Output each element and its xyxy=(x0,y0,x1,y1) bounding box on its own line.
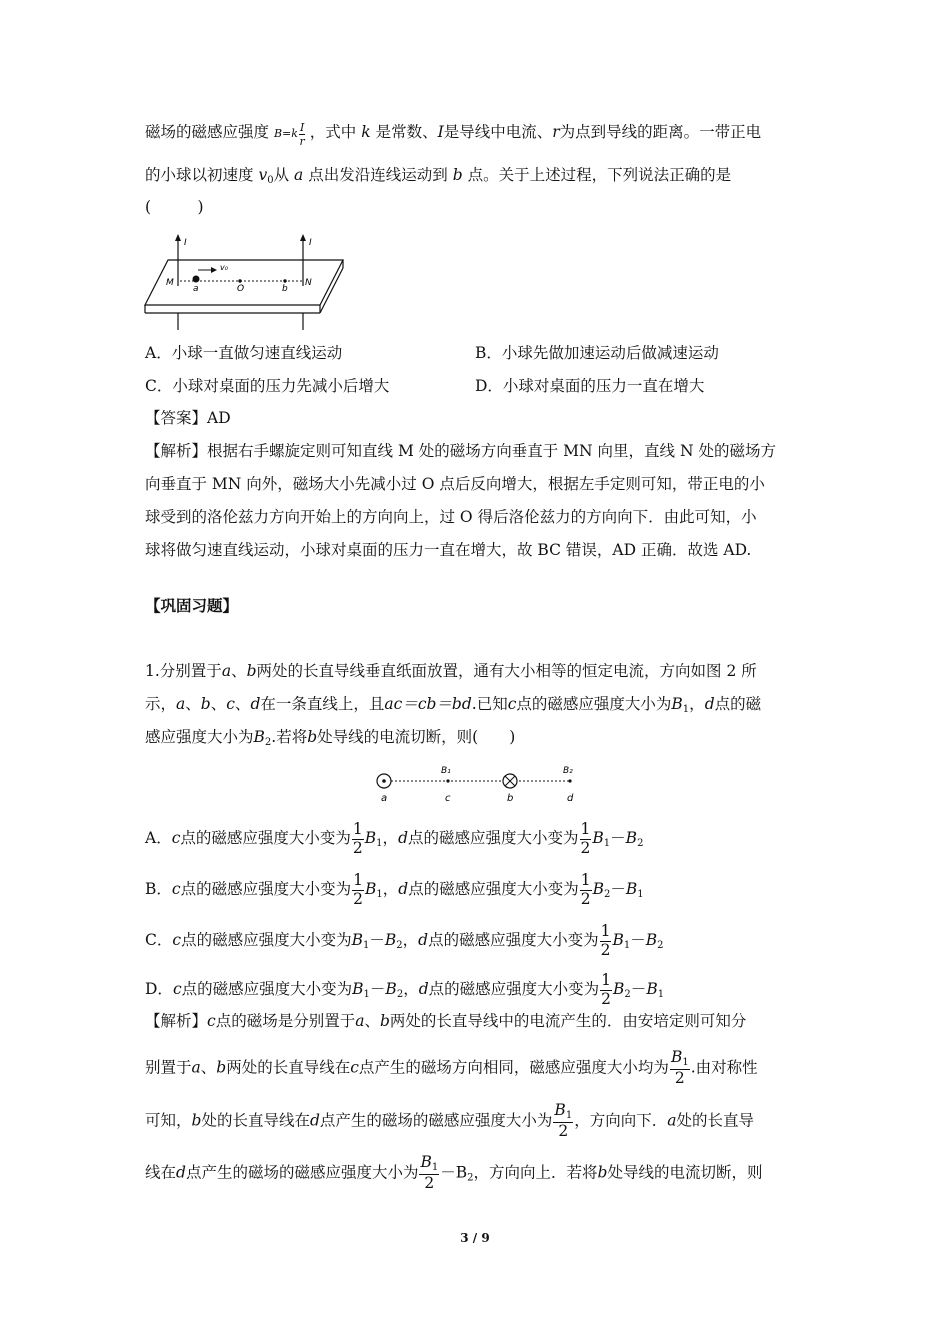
var: b xyxy=(307,728,318,746)
var: b xyxy=(200,695,211,713)
fraction-half: $\frac{1}{2}$ xyxy=(580,871,591,908)
sub: 1 xyxy=(376,889,383,900)
var: B xyxy=(364,880,377,898)
var: a xyxy=(667,1111,677,1130)
var: a xyxy=(355,1012,365,1030)
text: .已知 xyxy=(471,695,508,713)
answer-label: 【答案】 xyxy=(145,409,208,427)
q1-line-3 xyxy=(145,726,515,754)
option-C: C．小球对桌面的压力先减小后增大 xyxy=(145,377,390,395)
var: r xyxy=(552,123,560,141)
sub: 2 xyxy=(657,940,664,951)
problem-line-1 xyxy=(145,121,761,147)
label-B1: B₁ xyxy=(441,766,451,776)
text: 点的磁感应强度大小为 xyxy=(516,695,672,713)
analysis-line-2: 向垂直于 MN 向外，磁场大小先减小过 O 点后反向增大，根据左手定则可知，带正电的小 xyxy=(145,475,765,493)
analysis-line-1 xyxy=(145,440,776,462)
var: d xyxy=(250,695,261,713)
var: a xyxy=(221,662,232,680)
analysis-line-3: 球受到的洛伦兹力方向开始上的方向向上，过 O 得后洛伦兹力的方向向下．由此可知，小 xyxy=(145,508,757,526)
text: － xyxy=(630,931,646,949)
q1-option-B xyxy=(145,873,644,907)
var: B xyxy=(592,829,604,847)
text: ， xyxy=(403,980,419,998)
var: B xyxy=(385,980,397,998)
text: － xyxy=(630,980,647,998)
analysis2-line-2 xyxy=(145,1050,758,1087)
problem-line-2 xyxy=(145,164,731,192)
text: 、 xyxy=(210,695,227,713)
sub: 1 xyxy=(682,704,690,715)
analysis-label: 【解析】 xyxy=(145,1012,208,1030)
var: c xyxy=(171,829,181,847)
var: B xyxy=(253,728,265,746)
sub: 1 xyxy=(637,889,644,900)
text: ( ) xyxy=(145,198,204,216)
sub: 1 xyxy=(363,989,370,1000)
fraction-half: $\frac{1}{2}$ xyxy=(580,820,591,857)
dot-icon xyxy=(382,779,386,783)
var: d xyxy=(418,980,429,998)
var: d xyxy=(418,931,429,949)
text: B． xyxy=(145,880,172,898)
var: d xyxy=(704,695,715,713)
q1-line-2 xyxy=(145,693,761,721)
fraction-half: $\frac{1}{2}$ xyxy=(601,971,612,1008)
text: 点的磁感应强度大小变为 xyxy=(181,931,352,949)
table-top xyxy=(145,260,343,305)
answer-value: AD xyxy=(207,409,231,427)
label-b: b xyxy=(507,793,514,804)
sub: 2 xyxy=(637,838,644,849)
var: b xyxy=(216,1058,227,1077)
figure-wires-on-table xyxy=(140,230,360,336)
analysis2-line-4 xyxy=(145,1155,762,1192)
text: .由对称性 xyxy=(690,1058,758,1077)
sub: 2 xyxy=(396,940,403,951)
option-B: B．小球先做加速运动后做减速运动 xyxy=(475,344,719,362)
q1-option-A xyxy=(145,822,643,856)
text: 处的长直导 xyxy=(676,1111,754,1130)
text: － xyxy=(610,829,626,847)
fraction-B1-over-2: $\frac{B_1}{2}$ xyxy=(554,1101,573,1140)
var: B xyxy=(645,931,658,949)
formula-B-k-I-over-r: B=k $\frac{I}{r}$ xyxy=(273,120,305,148)
text: ， xyxy=(382,880,399,898)
sub: 1 xyxy=(623,940,631,951)
text: 点的磁感应强度大小变为 xyxy=(180,880,352,898)
var: B xyxy=(351,931,363,949)
var: c xyxy=(350,1058,359,1077)
text: ，方向向下． xyxy=(574,1111,668,1130)
q1-option-C xyxy=(145,924,664,958)
label-I-left: I xyxy=(184,238,187,248)
label-N: N xyxy=(305,278,312,288)
arrow-right-icon xyxy=(211,267,217,273)
var: B xyxy=(613,980,625,998)
var: a xyxy=(176,695,186,713)
text: 在一条直线上，且 xyxy=(260,695,385,713)
var: c xyxy=(207,1012,216,1030)
sub: 1 xyxy=(376,838,383,849)
var: B xyxy=(352,980,364,998)
label-a: a xyxy=(381,793,388,804)
text: 根据右手螺旋定则可知直线 M 处的磁场方向垂直于 MN 向里，直线 N 处的磁场方 xyxy=(207,442,776,460)
label-v0: v₀ xyxy=(220,263,228,272)
text: 点。关于上述过程，下列说法正确的是 xyxy=(467,166,732,184)
var: B xyxy=(625,829,638,847)
text: 是导线中电流、 xyxy=(443,123,553,141)
point-b xyxy=(283,279,286,282)
sub: 0 xyxy=(267,175,274,186)
text: 点的磁 xyxy=(714,695,762,713)
var: a xyxy=(191,1058,201,1077)
text: 从 xyxy=(273,166,290,184)
text: 两处的长直导线在 xyxy=(226,1058,351,1077)
text: 两处的长直导线中的电流产生的．由安培定则可知分 xyxy=(389,1012,747,1030)
text: 处的长直导线在 xyxy=(201,1111,310,1130)
text: 点的磁感应强度大小变为 xyxy=(408,829,579,847)
text: 的小球以初速度 xyxy=(145,166,254,184)
label-d: d xyxy=(567,793,574,804)
table-edge xyxy=(320,268,343,313)
text: D． xyxy=(145,980,173,998)
option-A: A．小球一直做匀速直线运动 xyxy=(145,344,343,362)
ball-a xyxy=(193,276,200,283)
sub: 2 xyxy=(396,989,404,1000)
var: v xyxy=(258,166,268,184)
var: d xyxy=(398,829,408,847)
sub: 2 xyxy=(467,1172,474,1184)
text: 为点到导线的距离。一带正电 xyxy=(559,123,762,141)
text: 别置于 xyxy=(145,1058,192,1077)
label-b: b xyxy=(282,284,288,294)
text: 感应强度大小为 xyxy=(145,728,254,746)
var: I xyxy=(437,123,444,141)
var: B xyxy=(625,880,638,898)
fraction-half: $\frac{1}{2}$ xyxy=(352,820,363,857)
arrow-up-icon xyxy=(175,234,181,241)
analysis2-line-1 xyxy=(145,1010,746,1032)
var: d xyxy=(309,1111,320,1130)
q-num: 1. xyxy=(145,662,160,680)
text: 、 xyxy=(200,1058,217,1077)
text: 两处的长直导线垂直纸面放置，通有大小相等的恒定电流，方向如图 2 所 xyxy=(256,662,757,680)
sub: 2 xyxy=(624,989,631,1000)
var: d xyxy=(176,1163,186,1182)
fraction-half: $\frac{1}{2}$ xyxy=(600,922,611,959)
sub: 2 xyxy=(264,737,272,748)
text: ， xyxy=(382,829,399,847)
text: 点的磁感应强度大小变为 xyxy=(180,829,351,847)
figure-points-abcd xyxy=(370,763,585,808)
var: b xyxy=(246,662,257,680)
fraction-half: $\frac{1}{2}$ xyxy=(353,871,363,908)
text: 线在 xyxy=(145,1163,177,1182)
label-M: M xyxy=(166,278,174,288)
var: d xyxy=(398,880,409,898)
text: 点的磁感应强度大小变为 xyxy=(181,980,353,998)
var: a xyxy=(294,166,304,184)
fraction-B1-over-2: $\frac{B_1}{2}$ xyxy=(420,1153,439,1192)
var: k xyxy=(361,123,371,141)
text: － xyxy=(610,880,626,898)
var: B xyxy=(612,931,624,949)
text: 点的磁感应强度大小变为 xyxy=(408,880,579,898)
problem-paren xyxy=(145,196,204,218)
text: － xyxy=(369,980,386,998)
sub: 1 xyxy=(603,838,611,849)
analysis-line-4: 球将做匀速直线运动，小球对桌面的压力一直在增大，故 BC 错误，AD 正确．故选 AD. xyxy=(145,541,752,559)
equation: ac＝cb＝bd xyxy=(384,695,472,713)
option-D: D．小球对桌面的压力一直在增大 xyxy=(475,377,705,395)
text: －B xyxy=(440,1163,468,1182)
text: 、 xyxy=(185,695,201,713)
label-a: a xyxy=(193,284,199,294)
text: ，式中 xyxy=(309,123,357,141)
text: 磁场的磁感应强度 xyxy=(145,123,270,141)
text: A． xyxy=(145,829,172,847)
text: 、 xyxy=(364,1012,380,1030)
q1-line-1 xyxy=(145,660,757,682)
text: 点的磁感应强度大小变为 xyxy=(428,980,600,998)
text: 点产生的磁场的磁感应强度大小为 xyxy=(319,1111,553,1130)
text: 处导线的电流切断，则 xyxy=(607,1163,763,1182)
text: 点产生的磁场的磁感应强度大小为 xyxy=(185,1163,419,1182)
text: ，方向向上．若将 xyxy=(473,1163,598,1182)
label-c: c xyxy=(445,793,451,804)
text: .若将 xyxy=(271,728,308,746)
var: B xyxy=(384,931,397,949)
var: B xyxy=(671,695,683,713)
point-O xyxy=(238,279,241,282)
var: c xyxy=(172,931,182,949)
label-B2: B₂ xyxy=(563,766,573,776)
label-O: O xyxy=(237,284,245,294)
text: 是常数、 xyxy=(375,123,438,141)
var: B xyxy=(646,980,658,998)
label-I-right: I xyxy=(309,238,312,248)
text: 分别置于 xyxy=(159,662,222,680)
arrow-up-icon xyxy=(300,234,306,241)
var: b xyxy=(191,1111,202,1130)
text: 处导线的电流切断，则( ) xyxy=(317,728,516,746)
text: 点的磁感应强度大小变为 xyxy=(428,931,599,949)
analysis2-line-3 xyxy=(145,1103,754,1140)
text: ， xyxy=(402,931,419,949)
sub: 1 xyxy=(362,940,370,951)
var: b xyxy=(597,1163,608,1182)
var: c xyxy=(507,695,517,713)
point-d xyxy=(568,779,571,782)
answer-line xyxy=(145,407,231,429)
text: － xyxy=(369,931,385,949)
text: 、 xyxy=(231,662,247,680)
var: c xyxy=(172,980,182,998)
var: b xyxy=(379,1012,390,1030)
text: ， xyxy=(689,695,705,713)
text: 可知， xyxy=(145,1111,192,1130)
fraction-B1-over-2: $\frac{B_1}{2}$ xyxy=(670,1048,689,1087)
section-title: 【巩固习题】 xyxy=(145,596,239,615)
point-c xyxy=(446,779,449,782)
sub: 2 xyxy=(603,889,611,900)
sub: 1 xyxy=(657,989,665,1000)
text: 示， xyxy=(145,695,177,713)
var: c xyxy=(171,880,181,898)
var: B xyxy=(364,829,377,847)
page-number: 3 / 9 xyxy=(460,1231,490,1245)
text: C． xyxy=(145,931,173,949)
text: 点出发沿连线运动到 xyxy=(308,166,448,184)
text: 、 xyxy=(234,695,251,713)
var: B xyxy=(592,880,604,898)
text: 点的磁场是分别置于 xyxy=(215,1012,356,1030)
var: c xyxy=(226,695,235,713)
analysis-label: 【解析】 xyxy=(145,442,208,460)
text: 点产生的磁场方向相同，磁感应强度大小均为 xyxy=(358,1058,669,1077)
q1-option-D xyxy=(145,973,664,1007)
var: b xyxy=(452,166,463,184)
